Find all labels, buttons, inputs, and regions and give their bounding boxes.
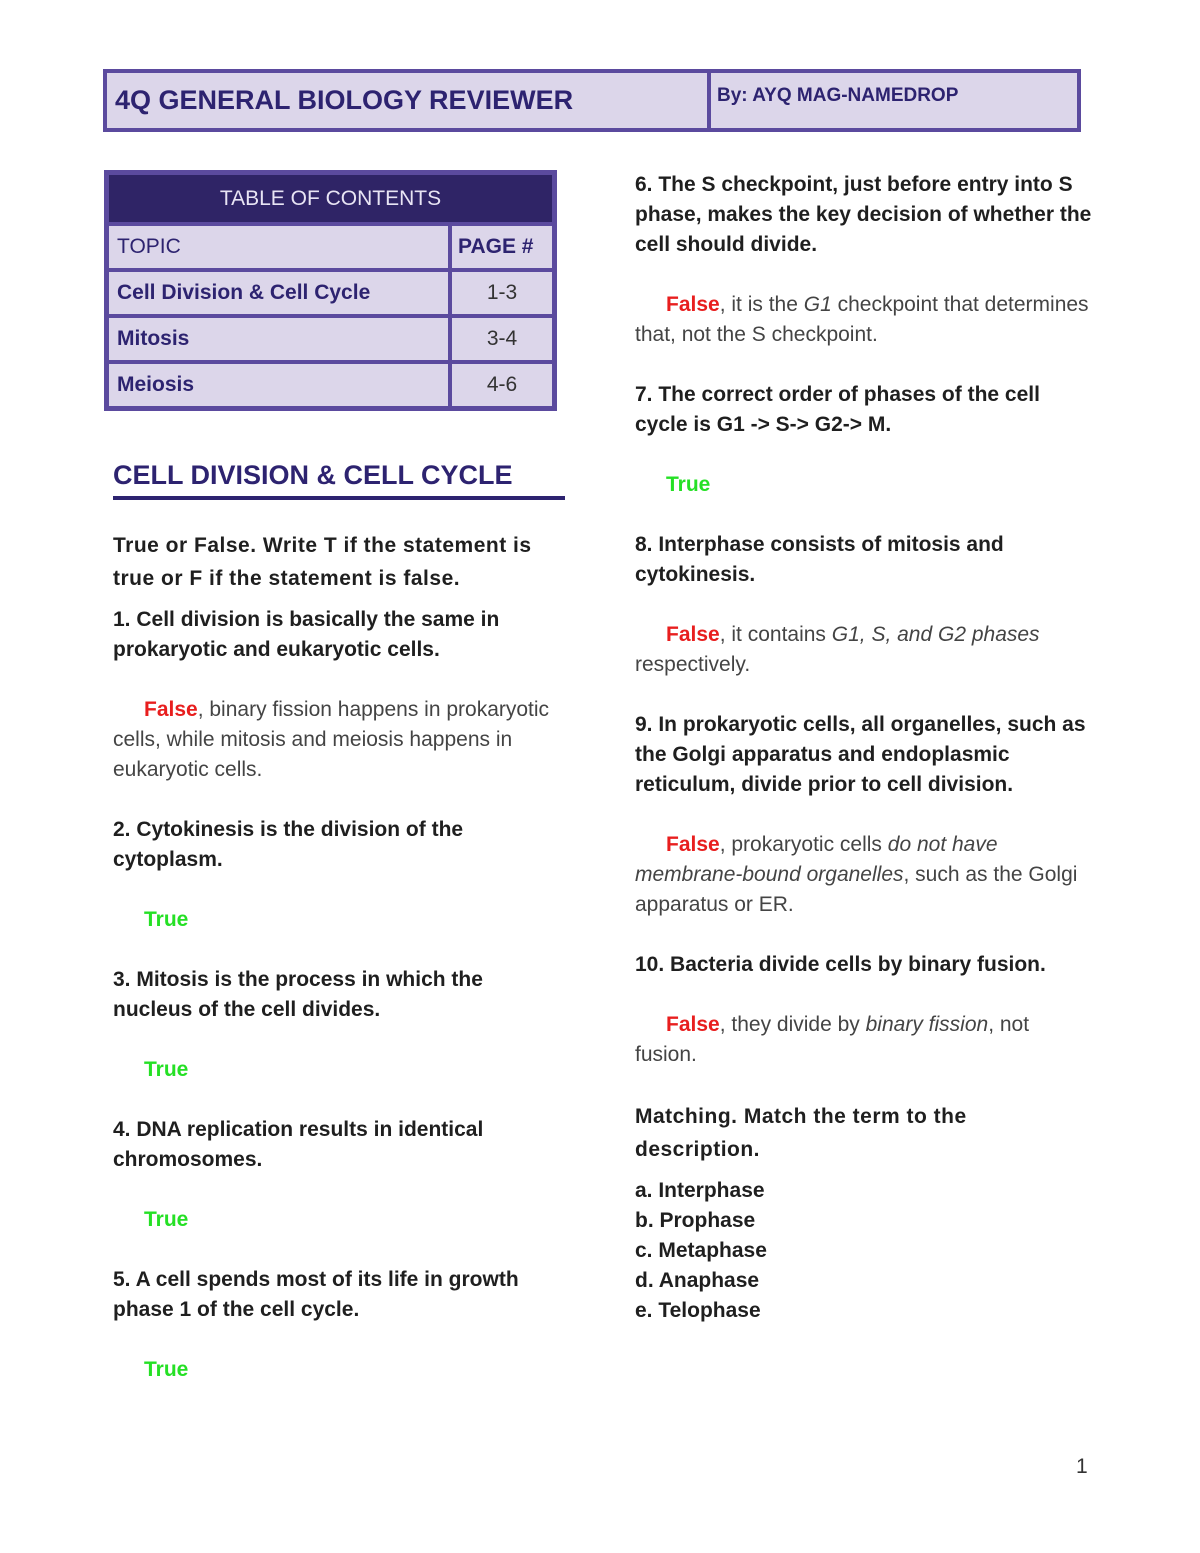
answer (635, 620, 1095, 680)
matching-option: a. Interphase (635, 1179, 765, 1202)
answer-text: , they divide by (719, 1013, 866, 1036)
answer-emphasis: do not have membrane-bound organelles (635, 833, 998, 886)
answer-key: False (666, 833, 720, 856)
answer (635, 470, 1095, 500)
question: 9. In prokaryotic cells, all organelles, such as the Golgi apparatus and endoplasmic reticulum, divide prior to cell division. (635, 713, 1086, 796)
matching-instruction: Matching. Match the term to the description. (635, 1105, 967, 1161)
question: 2. Cytokinesis is the division of the cytoplasm. (113, 818, 464, 871)
question: 7. The correct order of phases of the cell cycle is G1 -> S-> G2-> M. (635, 383, 1040, 436)
document-header (103, 69, 1081, 132)
toc-row (107, 270, 554, 316)
table-of-contents (104, 170, 557, 411)
answer (113, 1055, 563, 1085)
answer (635, 830, 1095, 920)
answer-emphasis: binary fission (865, 1013, 989, 1036)
answer (113, 1355, 563, 1385)
question: 6. The S checkpoint, just before entry into S phase, makes the key decision of whether the cell should divide. (635, 173, 1092, 256)
section-title: CELL DIVISION & CELL CYCLE (113, 460, 513, 490)
answer-text: , prokaryotic cells (719, 833, 888, 856)
true-false-instruction: True or False. Write T if the statement is true or F if the statement is false. (113, 534, 532, 590)
answer-text: , not fusion. (635, 1013, 1030, 1066)
toc-topic: Mitosis (107, 316, 450, 362)
answer-key: True (144, 1058, 189, 1081)
toc-page: 3-4 (450, 316, 554, 362)
answer-key: False (666, 623, 720, 646)
answer-key: False (666, 293, 720, 316)
answer (635, 290, 1095, 350)
question: 3. Mitosis is the process in which the nucleus of the cell divides. (113, 968, 483, 1021)
answer-key: True (144, 1358, 189, 1381)
document-title: 4Q GENERAL BIOLOGY REVIEWER (107, 73, 711, 128)
toc-column-topic: TOPIC (107, 224, 450, 270)
answer-key: True (666, 473, 711, 496)
left-column (113, 529, 563, 1415)
toc-column-page: PAGE # (450, 224, 554, 270)
answer (635, 1010, 1095, 1070)
answer-key: True (144, 1208, 189, 1231)
answer-emphasis: G1, S, and G2 phases (831, 623, 1040, 646)
answer-text: , binary fission happens in prokaryotic cells, while mitosis and meiosis happens in eukaryotic cells. (113, 698, 550, 781)
answer (113, 905, 563, 935)
toc-heading: TABLE OF CONTENTS (107, 173, 554, 224)
question: 10. Bacteria divide cells by binary fusion. (635, 953, 1046, 976)
matching-option: c. Metaphase (635, 1239, 767, 1262)
answer-text: respectively. (635, 653, 751, 676)
right-column (635, 170, 1095, 1326)
answer-key: False (666, 1013, 720, 1036)
question: 1. Cell division is basically the same in prokaryotic and eukaryotic cells. (113, 608, 500, 661)
answer-emphasis: G1 (803, 293, 832, 316)
answer (113, 1205, 563, 1235)
matching-option: b. Prophase (635, 1209, 756, 1232)
answer-text: , it contains (719, 623, 832, 646)
matching-option: e. Telophase (635, 1299, 761, 1322)
toc-page: 1-3 (450, 270, 554, 316)
toc-topic: Cell Division & Cell Cycle (107, 270, 450, 316)
page-number: 1 (1076, 1455, 1088, 1478)
answer-text: , such as the Golgi apparatus or ER. (635, 863, 1078, 916)
matching-option: d. Anaphase (635, 1269, 760, 1292)
question: 5. A cell spends most of its life in growth phase 1 of the cell cycle. (113, 1268, 519, 1321)
author-credit: By: AYQ MAG-NAMEDROP (717, 85, 959, 106)
question: 4. DNA replication results in identical chromosomes. (113, 1118, 484, 1171)
matching-options (635, 1176, 1095, 1326)
toc-topic: Meiosis (107, 362, 450, 408)
toc-row (107, 362, 554, 408)
answer-text: , it is the (719, 293, 804, 316)
section-underline (113, 496, 565, 500)
toc-row (107, 316, 554, 362)
toc-page: 4-6 (450, 362, 554, 408)
answer-key: False (144, 698, 198, 721)
answer-key: True (144, 908, 189, 931)
question: 8. Interphase consists of mitosis and cytokinesis. (635, 533, 1004, 586)
answer-text: checkpoint that determines that, not the S checkpoint. (635, 293, 1089, 346)
answer (113, 695, 563, 785)
